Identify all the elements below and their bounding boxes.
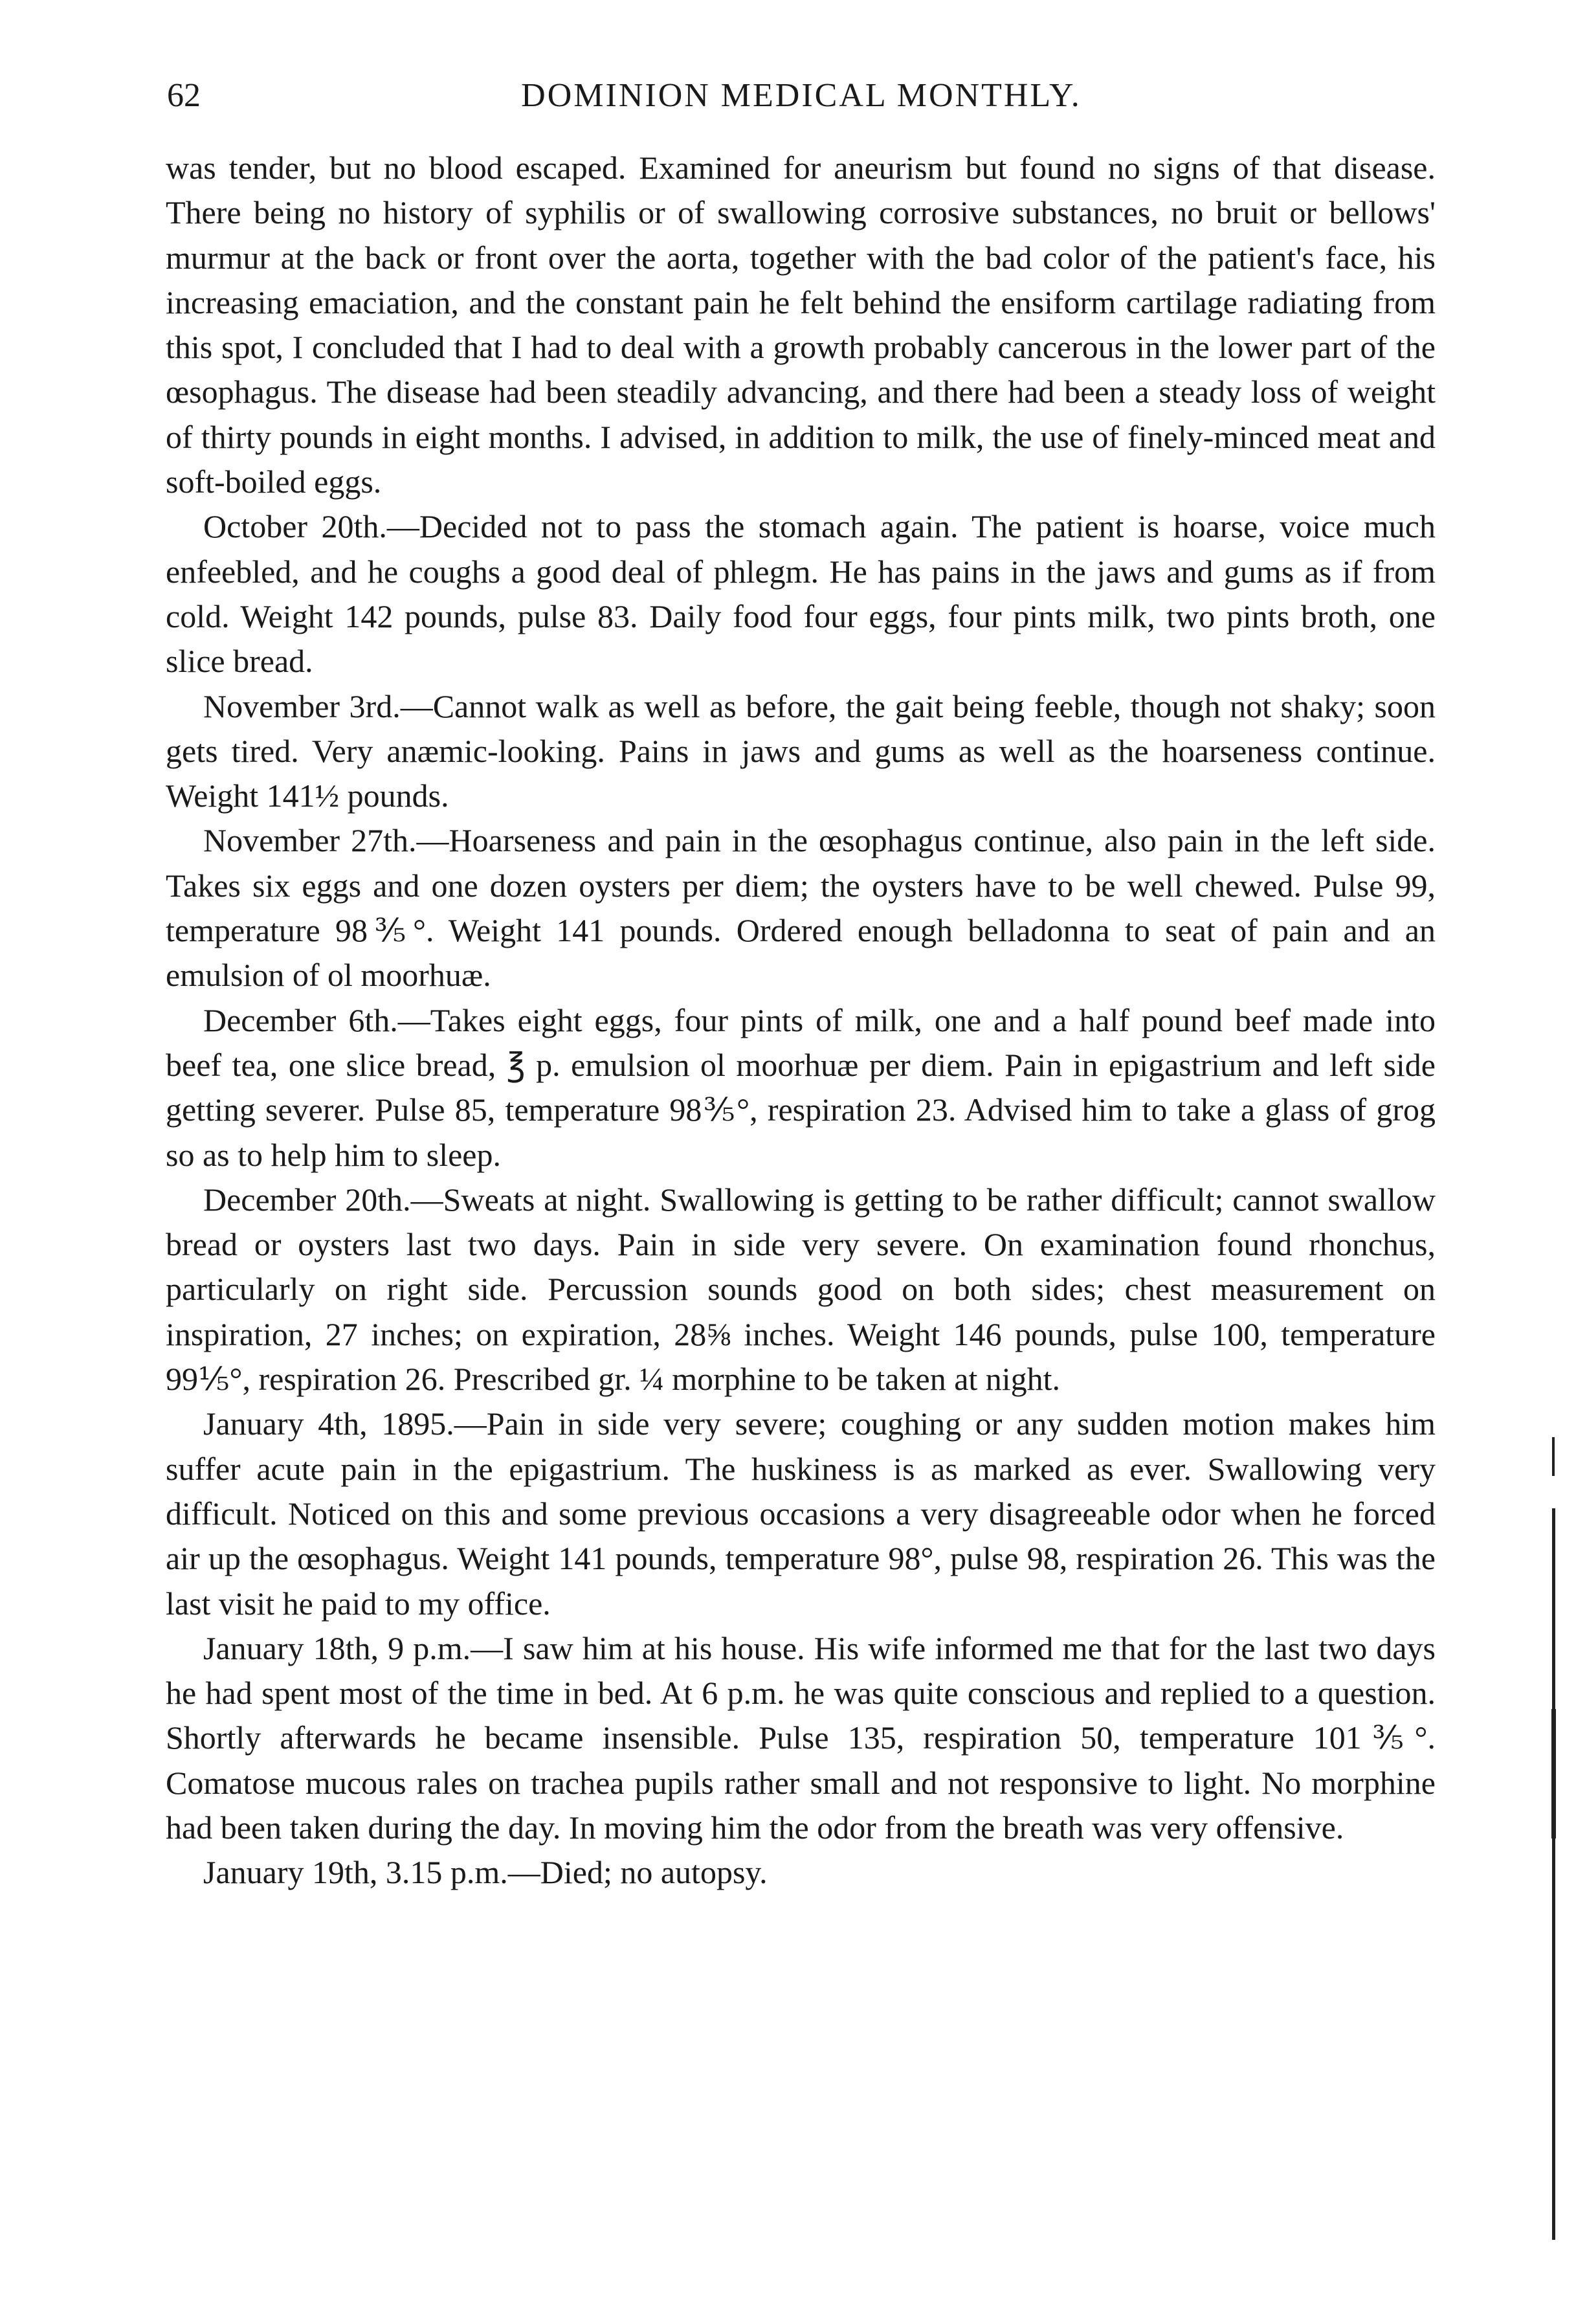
paragraph-january-19: January 19th, 3.15 p.m.—Died; no autopsy. (203, 1854, 768, 1891)
page-number: 62 (167, 77, 201, 114)
paragraph-january-4: January 4th, 1895.—Pain in side very severe; coughing or any sudden motion makes him suffer acute pain in the epigastrium. The huskiness is as marked as ever. Swallowing very difficult. Noticed on this and some previous occasions a very disagreeable odor when he forced air up the œsophagus. Weight 141 pounds, temperature 98°, pulse 98, respiration 26. This was the last visit he paid to my office. (166, 1405, 1436, 1622)
running-head: DOMINION MEDICAL MONTHLY. (521, 77, 1082, 114)
paragraph-january-18: January 18th, 9 p.m.—I saw him at his house. His wife informed me that for the last two days he had spent most of the time in bed. At 6 p.m. he was quite conscious and replied to a question. Shortly afterwards he became insensible. Pulse 135, respiration 50, temperature 101⅗°. Comatose mucous rales on trachea pupils rather small and not responsive to light. No morphine had been taken during the day. In moving him the odor from the breath was very offensive. (166, 1629, 1436, 1846)
scan-edge-mark (1552, 1437, 1555, 1476)
page-header (167, 76, 1436, 128)
paragraph-continued: was tender, but no blood escaped. Examined for aneurism but found no signs of that disease. There being no history of syphilis or of swallowing corrosive substances, no bruit or bellows' murmur at the back or front over the aorta, together with the bad color of the patient's face, his increasing emaciation, and the constant pain he felt behind the ensiform cartilage radiating from this spot, I concluded that I had to deal with a growth probably cancerous in the lower part of the œsophagus. The disease had been steadily advancing, and there had been a steady loss of weight of thirty pounds in eight months. I advised, in addition to milk, the use of finely-minced meat and soft-boiled eggs. (166, 150, 1436, 500)
paragraph-october-20: October 20th.—Decided not to pass the stomach again. The patient is hoarse, voice much enfeebled, and he coughs a good deal of phlegm. He has pains in the jaws and gums as if from cold. Weight 142 pounds, pulse 83. Daily food four eggs, four pints milk, two pints broth, one slice bread. (166, 508, 1436, 680)
scan-edge-mark (1551, 1709, 1556, 1838)
paragraph-november-3: November 3rd.—Cannot walk as well as before, the gait being feeble, though not shaky; soon gets tired. Very anæmic-looking. Pains in jaws and gums as well as the hoarseness continue. Weight 141½ pounds. (166, 687, 1436, 814)
article-body (166, 146, 1436, 1895)
scan-edge-mark (1552, 1508, 1555, 2240)
paragraph-december-6: December 6th.—Takes eight eggs, four pints of milk, one and a half pound beef made into beef tea, one slice bread, ℥ p. emulsion ol moorhuæ per diem. Pain in epigastrium and left side getting severer. Pulse 85, temperature 98⅗°, respiration 23. Advised him to take a glass of grog so as to help him to sleep. (166, 1001, 1436, 1173)
paragraph-december-20: December 20th.—Sweats at night. Swallowing is getting to be rather difficult; cannot swallow bread or oysters last two days. Pain in side very severe. On examination found rhonchus, particularly on right side. Percussion sounds good on both sides; chest measurement on inspiration, 27 inches; on expiration, 28⅝ inches. Weight 146 pounds, pulse 100, temperature 99⅕°, respiration 26. Prescribed gr. ¼ morphine to be taken at night. (166, 1181, 1436, 1398)
paragraph-november-27: November 27th.—Hoarseness and pain in the œsophagus continue, also pain in the left side. Takes six eggs and one dozen oysters per diem; the oysters have to be well chewed. Pulse 99, temperature 98⅗°. Weight 141 pounds. Ordered enough belladonna to seat of pain and an emulsion of ol moorhuæ. (166, 822, 1436, 994)
